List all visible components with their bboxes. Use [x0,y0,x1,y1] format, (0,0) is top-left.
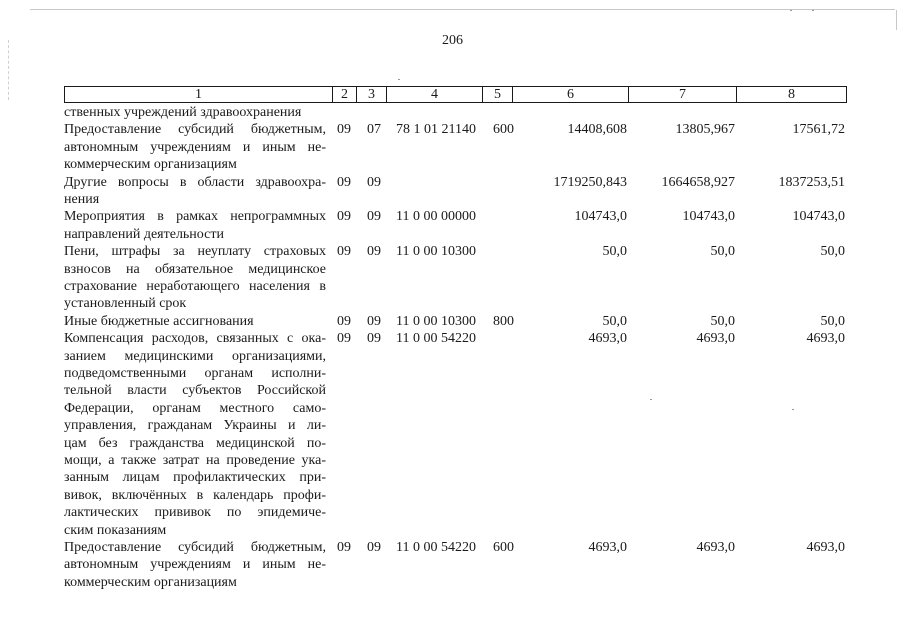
row-name-line: Иные бюджетные ассигнования [64,313,254,329]
target-article-code: 78 1 01 21140 [396,122,476,138]
amount-col-6: 104743,0 [574,209,627,225]
row-name-line: ственных учреждений здравоохранения [64,105,302,120]
amount-col-7: 104743,0 [682,209,735,225]
scan-edge-left [8,40,9,100]
row-name-line: автономным учреждениям и иным не- [64,557,326,573]
amount-col-8: 50,0 [820,244,845,260]
podrazdel-code: 09 [367,244,381,260]
row-name [64,104,326,121]
amount-col-8: 17561,72 [792,122,845,138]
row-name-line: автономным учреждениям и иным не- [64,139,326,155]
target-article-code: 11 0 00 00000 [396,209,476,225]
row-name [64,330,326,539]
target-article-code: 11 0 00 10300 [396,313,476,329]
amount-col-7: 1664658,927 [661,174,735,190]
row-name-line: Предоставление субсидий бюджетным, [64,539,326,555]
target-article-code: 11 0 00 10300 [396,244,476,260]
row-name-line: взносов на обязательное медицинское [64,261,326,277]
amount-col-8: 1837253,51 [778,174,845,190]
column-header-3: 3 [357,87,387,103]
expense-type-code: 600 [493,539,514,555]
razdel-code: 09 [337,122,351,138]
amount-col-6: 4693,0 [588,331,627,347]
row-name [64,174,326,209]
amount-col-7: 4693,0 [696,539,735,555]
razdel-code: 09 [337,209,351,225]
amount-col-7: 4693,0 [696,331,735,347]
row-name-line: нения [64,191,100,207]
scan-speck [398,79,400,80]
table-row [64,243,850,313]
target-article-code: 11 0 00 54220 [396,539,476,555]
row-name-line: Пени, штрафы за неуплату страховых [64,244,326,260]
page-number: 206 [442,33,463,48]
column-header-6: 6 [513,87,629,103]
row-name [64,243,326,313]
budget-table-body [64,104,850,591]
column-header-7: 7 [629,87,737,103]
scan-edge-right [896,10,897,30]
row-name-line: цам без гражданства медицинской по- [64,435,326,451]
row-name [64,208,326,243]
row-name-line: направлений деятельности [64,226,224,242]
scan-edge-top [0,0,905,10]
amount-col-7: 50,0 [710,244,735,260]
podrazdel-code: 09 [367,174,381,190]
podrazdel-code: 09 [367,313,381,329]
table-row [64,208,850,243]
row-name-line: вивок, включённых в календарь профи- [64,487,326,503]
column-header-row [65,87,847,103]
table-row [64,174,850,209]
amount-col-6: 1719250,843 [553,174,627,190]
table-row [64,539,850,591]
table-row [64,330,850,539]
row-name-line: Предоставление субсидий бюджетным, [64,122,326,138]
row-name-line: коммерческим организациям [64,157,237,173]
amount-col-6: 14408,608 [567,122,627,138]
column-header-8: 8 [737,87,847,103]
row-name-line: управления, гражданам Украины и ли- [64,418,326,434]
row-name-line: Федерации, органам местного само- [64,400,326,416]
razdel-code: 09 [337,331,351,347]
razdel-code: 09 [337,174,351,190]
podrazdel-code: 09 [367,539,381,555]
podrazdel-code: 07 [367,122,381,138]
scan-speck [790,10,792,11]
amount-col-8: 50,0 [820,313,845,329]
scan-speck [792,409,794,410]
column-header-5: 5 [483,87,513,103]
row-name-line: тельной власти субъектов Российской [64,383,326,399]
column-header-1: 1 [65,87,333,103]
row-name-line: Компенсация расходов, связанных с ока- [64,331,326,347]
row-name [64,539,326,591]
column-header-2: 2 [333,87,357,103]
row-name-line: занием медицинскими организациями, [64,348,326,364]
razdel-code: 09 [337,244,351,260]
row-name-line: страхование неработающего населения в [64,278,326,294]
row-name-line: ским показаниям [64,522,167,538]
amount-col-6: 4693,0 [588,539,627,555]
expense-type-code: 600 [493,122,514,138]
column-header-table [64,86,847,103]
row-name [64,313,326,330]
scan-speck [650,399,652,400]
row-name-line: коммерческим организациям [64,574,237,590]
amount-col-7: 50,0 [710,313,735,329]
row-name-line: Другие вопросы в области здравоохра- [64,174,326,190]
amount-col-6: 50,0 [602,244,627,260]
expense-type-code: 800 [493,313,514,329]
amount-col-8: 4693,0 [806,331,845,347]
row-name-line: мощи, а также затрат на проведение ука- [64,453,326,468]
row-name-line: лактических прививок по эпидемиче- [64,505,326,521]
podrazdel-code: 09 [367,331,381,347]
amount-col-8: 104743,0 [792,209,845,225]
scan-speck [812,10,814,11]
row-name-line: подведомственными органам исполни- [64,365,326,381]
amount-col-7: 13805,967 [675,122,735,138]
table-row [64,121,850,173]
row-name [64,121,326,173]
amount-col-6: 50,0 [602,313,627,329]
razdel-code: 09 [337,313,351,329]
row-name-line: установленный срок [64,296,187,312]
amount-col-8: 4693,0 [806,539,845,555]
target-article-code: 11 0 00 54220 [396,331,476,347]
table-row [64,104,850,121]
podrazdel-code: 09 [367,209,381,225]
row-name-line: занным лицам профилактических при- [64,470,326,486]
row-name-line: Мероприятия в рамках непрограммных [64,209,326,225]
column-header-4: 4 [387,87,483,103]
razdel-code: 09 [337,539,351,555]
table-row [64,313,850,330]
